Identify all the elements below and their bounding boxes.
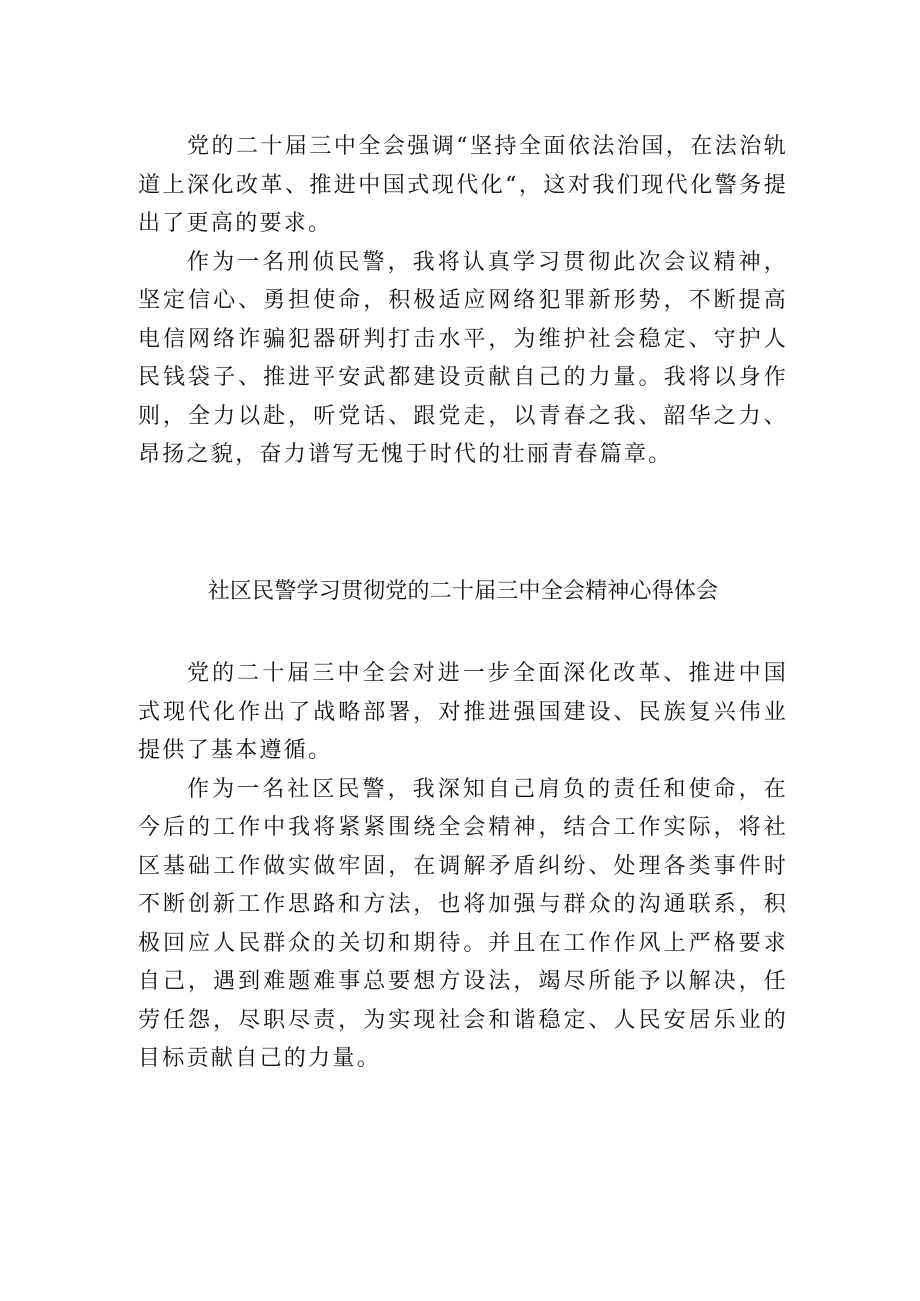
paragraph: 党的二十届三中全会强调“坚持全面依法治国，在法治轨道上深化改革、推进中国式现代化“，这对我们现代化警务提出了更高的要求。 [138,134,788,236]
section-heading: 社区民警学习贯彻党的二十届三中全会精神心得体会 [207,579,719,604]
paragraph: 作为一名社区民警，我深知自己肩负的责任和使命，在今后的工作中我将紧紧围绕全会精神，结合工作实际，将社区基础工作做实做牢固，在调解矛盾纠纷、处理各类事件时不断创新工作思路和方法，也将加强与群众的沟通联系，积极回应人民群众的关切和期待。并且在工作作风上严格要求自己，遇到难题难事总要想方设法，竭尽所能予以解决，任劳任怨，尽职尽责，为实现社会和谐稳定、人民安居乐业的目标贡献自己的力量。 [138,776,788,1071]
paragraph: 党的二十届三中全会对进一步全面深化改革、推进中国式现代化作出了战略部署，对推进强国建设、民族复兴伟业提供了基本遵循。 [138,661,788,763]
section-criminal-police [138,128,788,475]
section-community-police [138,655,788,1079]
paragraph: 作为一名刑侦民警，我将认真学习贯彻此次会议精神，坚定信心、勇担使命，积极适应网络犯罪新形势，不断提高电信网络诈骗犯器研判打击水平，为维护社会稳定、守护人民钱袋子、推进平安武都建设贡献自己的力量。我将以身作则，全力以赴，听党话、跟党走，以青春之我、韶华之力、昂扬之貌，奋力谱写无愧于时代的壮丽青春篇章。 [138,249,788,467]
